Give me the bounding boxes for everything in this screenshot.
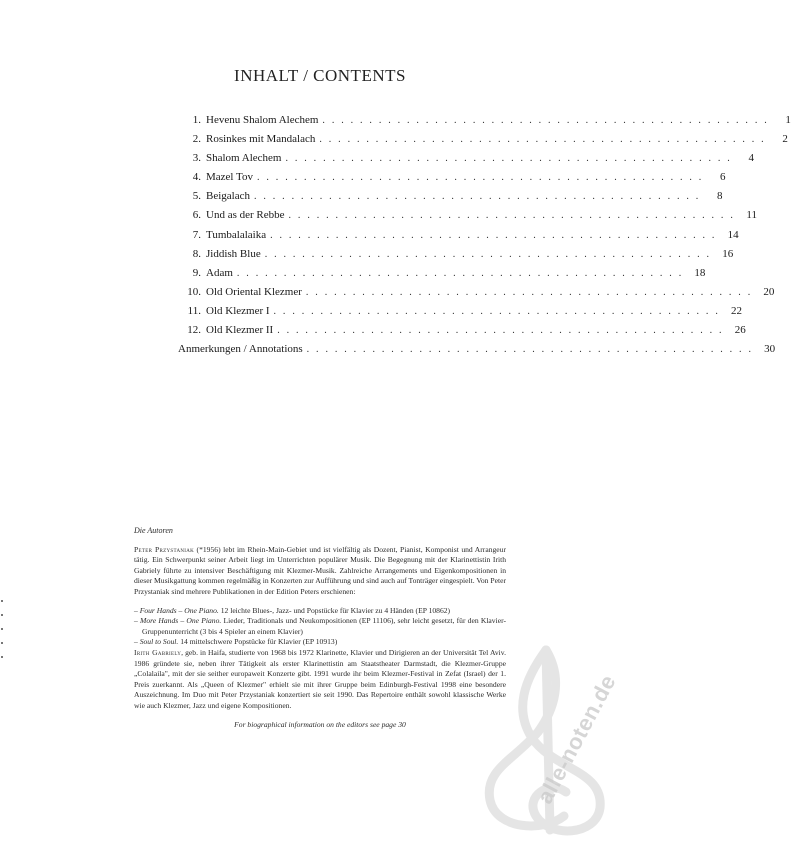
toc-entry-number: 10. (187, 285, 201, 298)
toc-entry-page: 16 (722, 247, 734, 260)
toc-entry-number: 3. (192, 152, 201, 165)
toc-leader-dots: . . . . . . . . . . . . . . . . . . . . . . . . . . . . . . . . . . . . . . . . . . . . . . . . (264, 248, 712, 260)
toc-entry (178, 133, 788, 152)
toc-entry (178, 304, 743, 324)
author-name: Irith Gabriely (134, 647, 182, 657)
toc-entry-title: Tumbalalaika (206, 228, 267, 241)
toc-entry-title: Und as der Rebbe (206, 209, 285, 222)
toc-entry-number: 9. (192, 266, 201, 279)
toc-leader-dots: . . . . . . . . . . . . . . . . . . . . . . . . . . . . . . . . . . . . . . . . . . . . . . . . (236, 267, 684, 279)
toc-entry (178, 285, 775, 305)
publication-desc: 14 mittelschwere Popstücke für Klavier (EP 10913) (178, 637, 338, 647)
toc-entry-page: 2 (782, 133, 788, 146)
margin-tick (1, 656, 3, 658)
toc-entry-number: 5. (192, 190, 201, 203)
margin-tick (1, 628, 3, 630)
authors-heading: Die Autoren (134, 526, 173, 535)
publication-desc: 12 leichte Blues-, Jazz- und Popstücke für Klavier zu 4 Händen (EP 10862) (218, 605, 451, 615)
toc-entry-page: 26 (734, 324, 746, 337)
table-of-contents (178, 114, 791, 362)
toc-entry-title: Rosinkes mit Mandalach (206, 133, 316, 146)
toc-entry-number: 12. (187, 324, 201, 337)
publication-item: – Four Hands – One Piano. 12 leichte Blues-, Jazz- und Popstücke für Klavier zu 4 Händen (EP 10862) (134, 605, 451, 615)
publication-item: – Soul to Soul. 14 mittelschwere Popstücke für Klavier (EP 10913) (134, 637, 338, 647)
publication-title: Four Hands – One Piano. (139, 605, 219, 615)
toc-entry-title: Adam (206, 266, 233, 279)
toc-leader-dots: . . . . . . . . . . . . . . . . . . . . . . . . . . . . . . . . . . . . . . . . . . . . . . . . (277, 325, 724, 337)
toc-entry (178, 209, 758, 228)
author-bio-text: (*1956) lebt im Rhein-Main-Gebiet und ist vielfältig als Dozent, Pianist, Komponist und Arrangeur tätig. Ein Schwerpunkt seiner Arbeit liegt im Unterrichten populärer Musik. Die Begegnung mit der Klarinettistin Irith Gabriely führte zu intensiver Beschäftigung mit Klezmer-Musik. Zahlreiche Arrangements und Eigenkompositionen in dieser Musikgattung kommen regelmäßig in Konzerten zur Aufführung und sind auch auf Tonträger eingespielt. Von Peter Przystaniak sind mehrere Publikationen in der Edition Peters erschienen: (134, 544, 506, 596)
publication-title: Soul to Soul. (139, 637, 179, 647)
toc-leader-dots: . . . . . . . . . . . . . . . . . . . . . . . . . . . . . . . . . . . . . . . . . . . . . . . . (285, 153, 732, 165)
toc-entry-number: 1. (192, 114, 201, 126)
toc-entry-page: 14 (727, 228, 739, 241)
toc-entry-title: Shalom Alechem (206, 152, 282, 165)
toc-entry-page: 22 (731, 304, 743, 317)
toc-entry-number: 2. (192, 133, 201, 146)
toc-entry-page: 1 (785, 114, 791, 126)
toc-leader-dots: . . . . . . . . . . . . . . . . . . . . . . . . . . . . . . . . . . . . . . . . . . . . . . . . (253, 191, 701, 203)
toc-entry (178, 190, 723, 209)
margin-tick (1, 600, 3, 602)
toc-entry-title: Old Oriental Klezmer (206, 285, 302, 298)
toc-entry (178, 171, 726, 190)
toc-entry-page: 20 (763, 285, 775, 298)
toc-entry-page: 8 (716, 190, 723, 203)
toc-entry-page: 6 (720, 171, 726, 184)
author-bio-przystaniak (134, 545, 506, 598)
toc-entry (178, 247, 734, 267)
toc-entry-number: 8. (192, 247, 201, 260)
toc-leader-dots: . . . . . . . . . . . . . . . . . . . . . . . . . . . . . . . . . . . . . . . . . . . . . . . . (306, 344, 754, 356)
toc-leader-dots: . . . . . . . . . . . . . . . . . . . . . . . . . . . . . . . . . . . . . . . . . . . . . . . . (322, 115, 769, 126)
toc-entry-page: 11 (746, 209, 758, 222)
watermark-text: alle-noten.de (532, 670, 621, 808)
toc-entry-title: Mazel Tov (206, 171, 253, 184)
toc-entry (178, 114, 791, 133)
publication-list (134, 606, 506, 648)
toc-entry-annotations (178, 343, 776, 362)
toc-entry (178, 324, 746, 343)
toc-leader-dots: . . . . . . . . . . . . . . . . . . . . . . . . . . . . . . . . . . . . . . . . . . . . . . . . (319, 134, 766, 146)
toc-entry-number: 4. (192, 171, 201, 184)
margin-marks (1, 600, 5, 670)
authors-section (134, 526, 506, 730)
publication-title: More Hands – One Piano. (140, 616, 222, 626)
toc-entry-title: Old Klezmer I (206, 304, 270, 317)
toc-entry-title: Jiddish Blue (206, 247, 261, 260)
page-title: INHALT / CONTENTS (234, 66, 406, 85)
margin-tick (1, 642, 3, 644)
toc-entry-page: 4 (748, 152, 754, 165)
toc-entry-page: 18 (694, 266, 706, 279)
toc-entry (178, 266, 706, 286)
toc-entry-number: 11. (187, 304, 201, 317)
toc-entry-number: 7. (192, 228, 201, 241)
author-bio-text: , geb. in Haifa, studierte von 1968 bis 1972 Klarinette, Klavier und Dirigieren an der Universität Tel Aviv. 1986 gründete sie, neben ihrer Tätigkeit als erster Klarinettistin am Staatstheater Darmstadt, die Klezmer-Gruppe „Colalaila", mit der sie seither europaweit Konzerte gibt. 1991 wurde ihr beim Klezmer-Festival in Zefat (Israel) der 1. Preis zuerkannt. Als „Queen of Klezmer" erhielt sie mit ihrer Gruppe beim Edinburgh-Festival 1998 eine besondere Auszeichnung. Im Duo mit Peter Przystaniak konzertiert sie seit 1990. Das Repertoire enthält sowohl klassische Werke wie auch Klezmer, Jazz und eigene Kompositionen. (134, 647, 506, 710)
toc-leader-dots: . . . . . . . . . . . . . . . . . . . . . . . . . . . . . . . . . . . . . . . . . . . . . . . . (305, 286, 753, 298)
publication-desc: Lieder, Traditionals und Neukompositionen (EP 11106), sehr leicht gesetzt, für den Klavier-Gruppenunterricht (3 bis 4 Spieler an einem Klavier) (142, 616, 506, 636)
toc-entry (178, 152, 754, 171)
publication-item: – More Hands – One Piano. Lieder, Traditionals und Neukompositionen (EP 11106), sehr leicht gesetzt, für den Klavier-Gruppenunterricht (3 bis 4 Spieler an einem Klavier) (134, 616, 506, 636)
toc-entry-title: Beigalach (206, 190, 250, 203)
editors-note: For biographical information on the editors see page 30 (234, 719, 406, 729)
toc-entry-number: 6. (192, 209, 201, 222)
toc-entry-page: 30 (764, 343, 776, 356)
margin-tick (1, 614, 3, 616)
toc-leader-dots: . . . . . . . . . . . . . . . . . . . . . . . . . . . . . . . . . . . . . . . . . . . . . . . . (257, 172, 704, 184)
toc-leader-dots: . . . . . . . . . . . . . . . . . . . . . . . . . . . . . . . . . . . . . . . . . . . . . . . . (270, 229, 717, 241)
author-bio-gabriely (134, 648, 506, 712)
toc-leader-dots: . . . . . . . . . . . . . . . . . . . . . . . . . . . . . . . . . . . . . . . . . . . . . . . . (288, 210, 736, 222)
toc-entry-title: Anmerkungen / Annotations (178, 343, 303, 356)
author-name: Peter Przystaniak (134, 544, 195, 554)
toc-entry (178, 228, 739, 248)
toc-entry-title: Old Klezmer II (206, 324, 274, 337)
toc-leader-dots: . . . . . . . . . . . . . . . . . . . . . . . . . . . . . . . . . . . . . . . . . . . . . . . . (273, 305, 721, 317)
toc-entry-title: Hevenu Shalom Alechem (206, 114, 319, 126)
